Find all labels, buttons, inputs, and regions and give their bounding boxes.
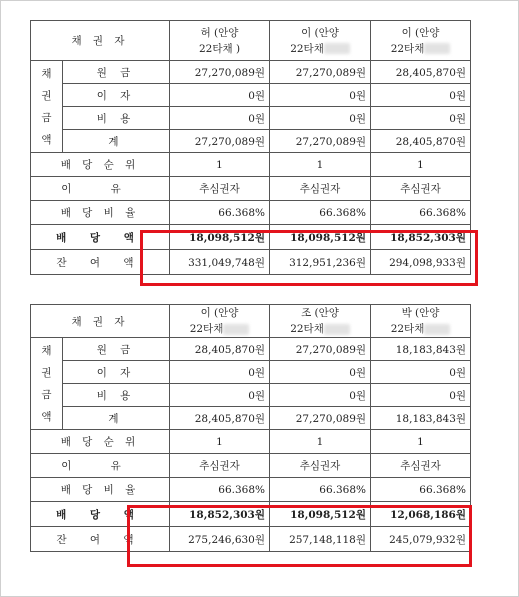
ratio-cell: 66.368% xyxy=(270,201,371,225)
interest-cell: 0원 xyxy=(371,84,471,107)
creditor-header xyxy=(371,21,471,61)
creditor-name-line2: 22타채 xyxy=(189,323,224,335)
remainder-cell: 312,951,236원 xyxy=(270,250,371,275)
redaction-mark xyxy=(424,324,450,335)
creditor-name-line1: 박 (안양 xyxy=(401,307,440,319)
distribution-table-2 xyxy=(30,304,471,552)
reason-label: 이 유 xyxy=(31,454,170,478)
remainder-label: 잔 여 액 xyxy=(31,527,170,552)
redaction-mark xyxy=(324,324,350,335)
redaction-mark xyxy=(223,324,249,335)
interest-label: 이 자 xyxy=(63,361,170,384)
cost-cell: 0원 xyxy=(270,384,371,407)
ratio-cell: 66.368% xyxy=(371,201,471,225)
dividend-cell: 18,852,303원 xyxy=(170,502,270,527)
reason-cell: 추심권자 xyxy=(371,177,471,201)
reason-cell: 추심권자 xyxy=(371,454,471,478)
interest-cell: 0원 xyxy=(270,84,371,107)
reason-cell: 추심권자 xyxy=(270,454,371,478)
creditor-header xyxy=(371,305,471,338)
creditor-name-line2: 22타채 xyxy=(290,42,324,55)
interest-cell: 0원 xyxy=(170,84,270,107)
principal-cell: 27,270,089원 xyxy=(270,338,371,361)
creditor-label: 채 권 자 xyxy=(31,21,170,61)
total-cell: 28,405,870원 xyxy=(371,130,471,153)
cost-cell: 0원 xyxy=(170,384,270,407)
creditor-header xyxy=(170,21,270,61)
rank-cell: 1 xyxy=(270,153,371,177)
rank-cell: 1 xyxy=(170,430,270,454)
total-label: 계 xyxy=(63,130,170,153)
principal-cell: 27,270,089원 xyxy=(170,61,270,84)
rank-cell: 1 xyxy=(371,430,471,454)
ratio-label: 배 당 비 율 xyxy=(31,478,170,502)
remainder-label: 잔 여 액 xyxy=(31,250,170,275)
creditor-header xyxy=(270,305,371,338)
reason-cell: 추심권자 xyxy=(170,177,270,201)
total-cell: 27,270,089원 xyxy=(270,130,371,153)
reason-cell: 추심권자 xyxy=(270,177,371,201)
creditor-name-line1: 이 (안양 xyxy=(301,26,339,39)
creditor-name-line2: 22타채 xyxy=(290,323,324,335)
dividend-cell: 18,098,512원 xyxy=(270,225,371,250)
ratio-cell: 66.368% xyxy=(270,478,371,502)
reason-label: 이 유 xyxy=(31,177,170,201)
interest-cell: 0원 xyxy=(371,361,471,384)
redaction-mark xyxy=(324,43,350,54)
cost-cell: 0원 xyxy=(270,107,371,130)
creditor-name-line1: 이 (안양 xyxy=(401,26,440,39)
rank-label: 배 당 순 위 xyxy=(31,430,170,454)
rank-cell: 1 xyxy=(270,430,371,454)
cost-label: 비 용 xyxy=(63,384,170,407)
claim-group-label: 채 권 금 액 xyxy=(31,338,63,430)
remainder-cell: 257,148,118원 xyxy=(270,527,371,552)
total-cell: 18,183,843원 xyxy=(371,407,471,430)
remainder-cell: 275,246,630원 xyxy=(170,527,270,552)
interest-cell: 0원 xyxy=(270,361,371,384)
distribution-table-1 xyxy=(30,20,471,275)
dividend-cell: 18,852,303원 xyxy=(371,225,471,250)
interest-cell: 0원 xyxy=(170,361,270,384)
redaction-mark xyxy=(424,43,450,54)
principal-cell: 18,183,843원 xyxy=(371,338,471,361)
total-cell: 27,270,089원 xyxy=(270,407,371,430)
rank-cell: 1 xyxy=(371,153,471,177)
ratio-cell: 66.368% xyxy=(170,478,270,502)
claim-group-label: 채 권 금 액 xyxy=(31,61,63,153)
creditor-header xyxy=(270,21,371,61)
creditor-name-line2: 22타채 xyxy=(390,42,425,55)
dividend-label: 배 당 액 xyxy=(31,225,170,250)
rank-cell: 1 xyxy=(170,153,270,177)
remainder-cell: 245,079,932원 xyxy=(371,527,471,552)
creditor-name-line2: 22타채 ) xyxy=(198,42,241,55)
dividend-cell: 12,068,186원 xyxy=(371,502,471,527)
dividend-cell: 18,098,512원 xyxy=(270,502,371,527)
dividend-label: 배 당 액 xyxy=(31,502,170,527)
dividend-cell: 18,098,512원 xyxy=(170,225,270,250)
interest-label: 이 자 xyxy=(63,84,170,107)
ratio-label: 배 당 비 율 xyxy=(31,201,170,225)
principal-label: 원 금 xyxy=(63,338,170,361)
creditor-header xyxy=(170,305,270,338)
total-cell: 27,270,089원 xyxy=(170,130,270,153)
remainder-cell: 331,049,748원 xyxy=(170,250,270,275)
principal-cell: 28,405,870원 xyxy=(371,61,471,84)
cost-cell: 0원 xyxy=(371,384,471,407)
ratio-cell: 66.368% xyxy=(170,201,270,225)
creditor-name-line1: 허 (안양 xyxy=(200,26,239,39)
cost-cell: 0원 xyxy=(371,107,471,130)
cost-cell: 0원 xyxy=(170,107,270,130)
principal-cell: 28,405,870원 xyxy=(170,338,270,361)
rank-label: 배 당 순 위 xyxy=(31,153,170,177)
total-label: 계 xyxy=(63,407,170,430)
total-cell: 28,405,870원 xyxy=(170,407,270,430)
principal-label: 원 금 xyxy=(63,61,170,84)
creditor-label: 채 권 자 xyxy=(31,305,170,338)
cost-label: 비 용 xyxy=(63,107,170,130)
creditor-name-line2: 22타채 xyxy=(390,323,425,335)
ratio-cell: 66.368% xyxy=(371,478,471,502)
reason-cell: 추심권자 xyxy=(170,454,270,478)
creditor-name-line1: 조 (안양 xyxy=(301,307,339,319)
principal-cell: 27,270,089원 xyxy=(270,61,371,84)
remainder-cell: 294,098,933원 xyxy=(371,250,471,275)
creditor-name-line1: 이 (안양 xyxy=(200,307,239,319)
